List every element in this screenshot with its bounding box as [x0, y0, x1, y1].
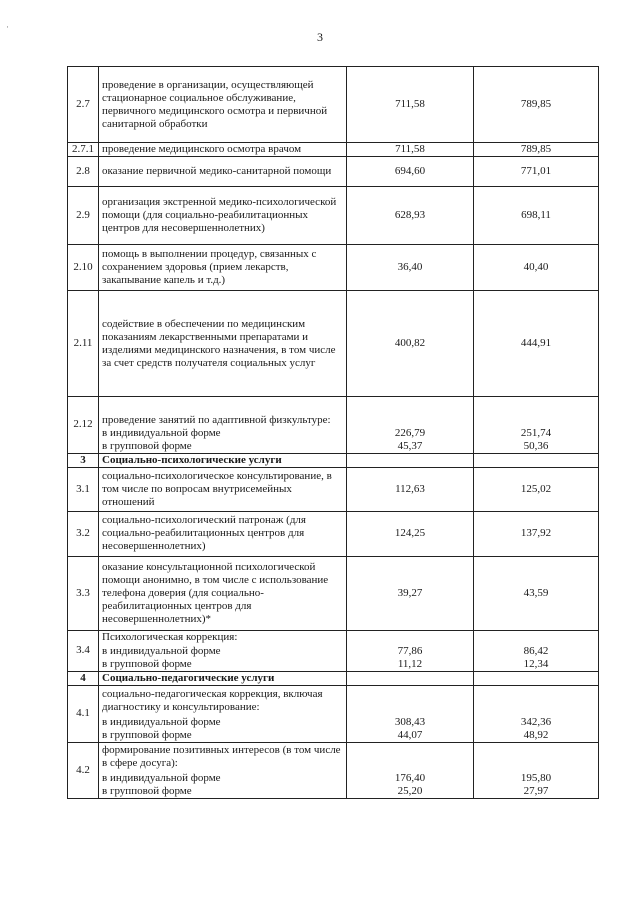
form-individual-label: в индивидуальной форме: [99, 716, 347, 729]
section-title: Социально-педагогические услуги: [99, 672, 347, 686]
form-group-label: в групповой форме: [99, 785, 347, 799]
service-name: содействие в обеспечении по медицинским показаниям лекарственными препаратами и изделиями медицинского назначения, в том числе за счет средств получателя социальных услуг: [99, 291, 347, 397]
tariff-value-1: 36,40: [347, 245, 474, 291]
table-row: [68, 67, 599, 143]
tariff-value-1: 44,07: [347, 729, 474, 743]
section-title: Социально-психологические услуги: [99, 453, 347, 467]
tariff-value-1: 39,27: [347, 556, 474, 630]
tariff-value-2: 48,92: [474, 729, 599, 743]
table-row: [68, 397, 599, 427]
service-name: Психологическая коррекция:: [99, 630, 347, 645]
service-name: социально-психологический патронаж (для социально-реабилитационных центров для несовершеннолетних): [99, 511, 347, 556]
tariff-value-2: 86,42: [474, 645, 599, 658]
service-name: проведение медицинского осмотра врачом: [99, 143, 347, 157]
table-row: [68, 729, 599, 743]
tariff-value-1: 711,58: [347, 143, 474, 157]
tariff-value-2: 12,34: [474, 658, 599, 672]
table-row: [68, 716, 599, 729]
section-header: [68, 453, 599, 467]
row-number: 4.2: [68, 742, 99, 799]
tariff-value-2: 789,85: [474, 143, 599, 157]
tariff-value-1: 25,20: [347, 785, 474, 799]
table-row: [68, 645, 599, 658]
table-row: [68, 772, 599, 785]
service-name: социально-психологическое консультирование, в том числе по вопросам внутрисемейных отношений: [99, 467, 347, 511]
row-number: 2.7.1: [68, 143, 99, 157]
tariff-value-2: 251,74: [474, 427, 599, 440]
row-number: 2.7: [68, 67, 99, 143]
tariff-value-1: 11,12: [347, 658, 474, 672]
row-number: 3.3: [68, 556, 99, 630]
tariff-value-2: 125,02: [474, 467, 599, 511]
tariff-value-1: 308,43: [347, 716, 474, 729]
form-individual-label: в индивидуальной форме: [99, 427, 347, 440]
form-group-label: в групповой форме: [99, 440, 347, 454]
tariff-value-1: 400,82: [347, 291, 474, 397]
service-name: проведение занятий по адаптивной физкультуре:: [99, 397, 347, 427]
tariff-value-2: 771,01: [474, 157, 599, 187]
table-row: [68, 187, 599, 245]
row-number: 4.1: [68, 686, 99, 743]
tariff-value-2: 195,80: [474, 772, 599, 785]
table-row: [68, 440, 599, 454]
table-row: [68, 658, 599, 672]
service-name: помощь в выполнении процедур, связанных с сохранением здоровья (прием лекарств, закапывание капель и т.д.): [99, 245, 347, 291]
tariff-value-1: 124,25: [347, 511, 474, 556]
table-row: [68, 686, 599, 716]
row-number: 2.11: [68, 291, 99, 397]
tariff-value-2: 444,91: [474, 291, 599, 397]
service-name: формирование позитивных интересов (в том числе в сфере досуга):: [99, 742, 347, 772]
tariff-value-2: 50,36: [474, 440, 599, 454]
tariff-value-1: 711,58: [347, 67, 474, 143]
section-number: 3: [68, 453, 99, 467]
form-group-label: в групповой форме: [99, 729, 347, 743]
tariff-value-1: 628,93: [347, 187, 474, 245]
table-row: [68, 742, 599, 772]
page-number: 3: [317, 30, 323, 44]
section-header: [68, 672, 599, 686]
row-number: 3.1: [68, 467, 99, 511]
tariff-table: [67, 66, 599, 799]
tariff-value-2: 43,59: [474, 556, 599, 630]
section-number: 4: [68, 672, 99, 686]
row-number: 2.9: [68, 187, 99, 245]
scan-speck: ·: [6, 22, 9, 32]
tariff-value-1: 45,37: [347, 440, 474, 454]
row-number: 2.8: [68, 157, 99, 187]
tariff-value-2: 342,36: [474, 716, 599, 729]
tariff-value-2: 27,97: [474, 785, 599, 799]
tariff-value-1: 112,63: [347, 467, 474, 511]
tariff-value-1: 176,40: [347, 772, 474, 785]
tariff-value-1: 226,79: [347, 427, 474, 440]
tariff-value-2: 40,40: [474, 245, 599, 291]
row-number: 3.4: [68, 630, 99, 672]
service-name: социально-педагогическая коррекция, включая диагностику и консультирование:: [99, 686, 347, 716]
service-name: организация экстренной медико-психологической помощи (для социально-реабилитационных центров для несовершеннолетних): [99, 187, 347, 245]
row-number: 3.2: [68, 511, 99, 556]
form-individual-label: в индивидуальной форме: [99, 772, 347, 785]
tariff-value-2: 137,92: [474, 511, 599, 556]
service-name: оказание консультационной психологической помощи анонимно, в том числе с использование телефона доверия (для социально-реабилитационных центров для несовершеннолетних)*: [99, 556, 347, 630]
row-number: 2.12: [68, 397, 99, 454]
table-row: [68, 630, 599, 645]
tariff-value-1: 77,86: [347, 645, 474, 658]
table-row: [68, 143, 599, 157]
table-row: [68, 427, 599, 440]
table-row: [68, 291, 599, 397]
table-row: [68, 157, 599, 187]
service-name: проведение в организации, осуществляющей стационарное социальное обслуживание, первичного медицинского осмотра и первичной санитарной обработки: [99, 67, 347, 143]
table-row: [68, 245, 599, 291]
table-row: [68, 511, 599, 556]
tariff-value-2: 698,11: [474, 187, 599, 245]
row-number: 2.10: [68, 245, 99, 291]
tariff-value-1: 694,60: [347, 157, 474, 187]
tariff-value-2: 789,85: [474, 67, 599, 143]
service-name: оказание первичной медико-санитарной помощи: [99, 157, 347, 187]
form-individual-label: в индивидуальной форме: [99, 645, 347, 658]
table-row: [68, 556, 599, 630]
form-group-label: в групповой форме: [99, 658, 347, 672]
table-row: [68, 785, 599, 799]
table-row: [68, 467, 599, 511]
